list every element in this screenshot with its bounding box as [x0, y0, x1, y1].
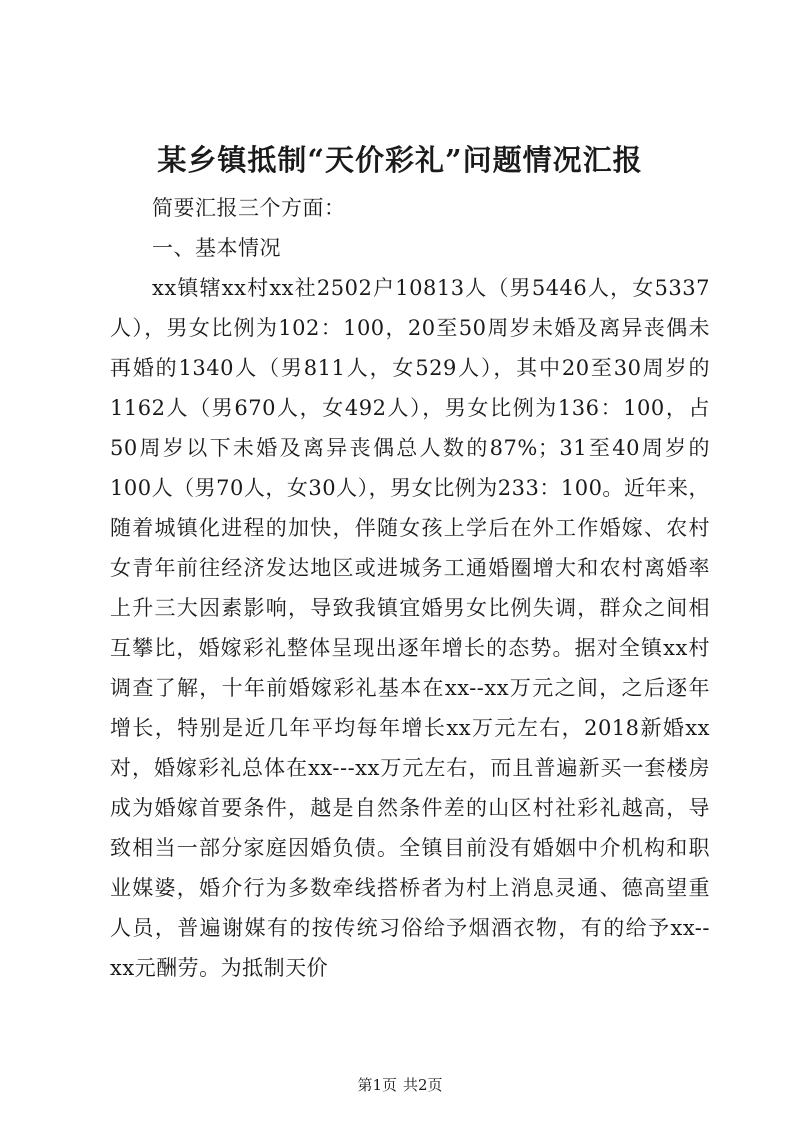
page-number: 第1页	[357, 1076, 397, 1094]
body-paragraph: xx镇辖xx村xx社2502户10813人（男5446人，女5337人），男女比例为102：100，20至50周岁未婚及离异丧偶未再婚的1340人（男811人，女529人），其中20至30周岁的1162人（男670人，女492人），男女比例为136：100，占50周岁以下未婚及离异丧偶总人数的87%；31至40周岁的100人（男70人，女30人），男女比例为233：100。近年来，随着城镇化进程的加快，伴随女孩上学后在外工作婚嫁、农村女青年前往经济发达地区或进城务工通婚圈增大和农村离婚率上升三大因素影响，导致我镇宜婚男女比例失调，群众之间相互攀比，婚嫁彩礼整体呈现出逐年增长的态势。据对全镇xx村调查了解，十年前婚嫁彩礼基本在xx--xx万元之间，之后逐年增长，特别是近几年平均每年增长xx万元左右，2018新婚xx对，婚嫁彩礼总体在xx---xx万元左右，而且普遍新买一套楼房成为婚嫁首要条件，越是自然条件差的山区村社彩礼越高，导致相当一部分家庭因婚负债。全镇目前没有婚姻中介机构和职业媒婆，婚介行为多数牵线搭桥者为村上消息灵通、德高望重人员，普遍谢媒有的按传统习俗给予烟酒衣物，有的给予xx--xx元酬劳。为抵制天价	[110, 276, 710, 980]
document-title: 某乡镇抵制“天价彩礼”问题情况汇报	[157, 143, 643, 177]
page-footer	[0, 1075, 800, 1095]
section-heading: 一、基本情况	[152, 236, 281, 260]
intro-paragraph: 简要汇报三个方面：	[152, 196, 346, 220]
document-body	[110, 188, 710, 988]
page-total: 共2页	[403, 1076, 443, 1094]
